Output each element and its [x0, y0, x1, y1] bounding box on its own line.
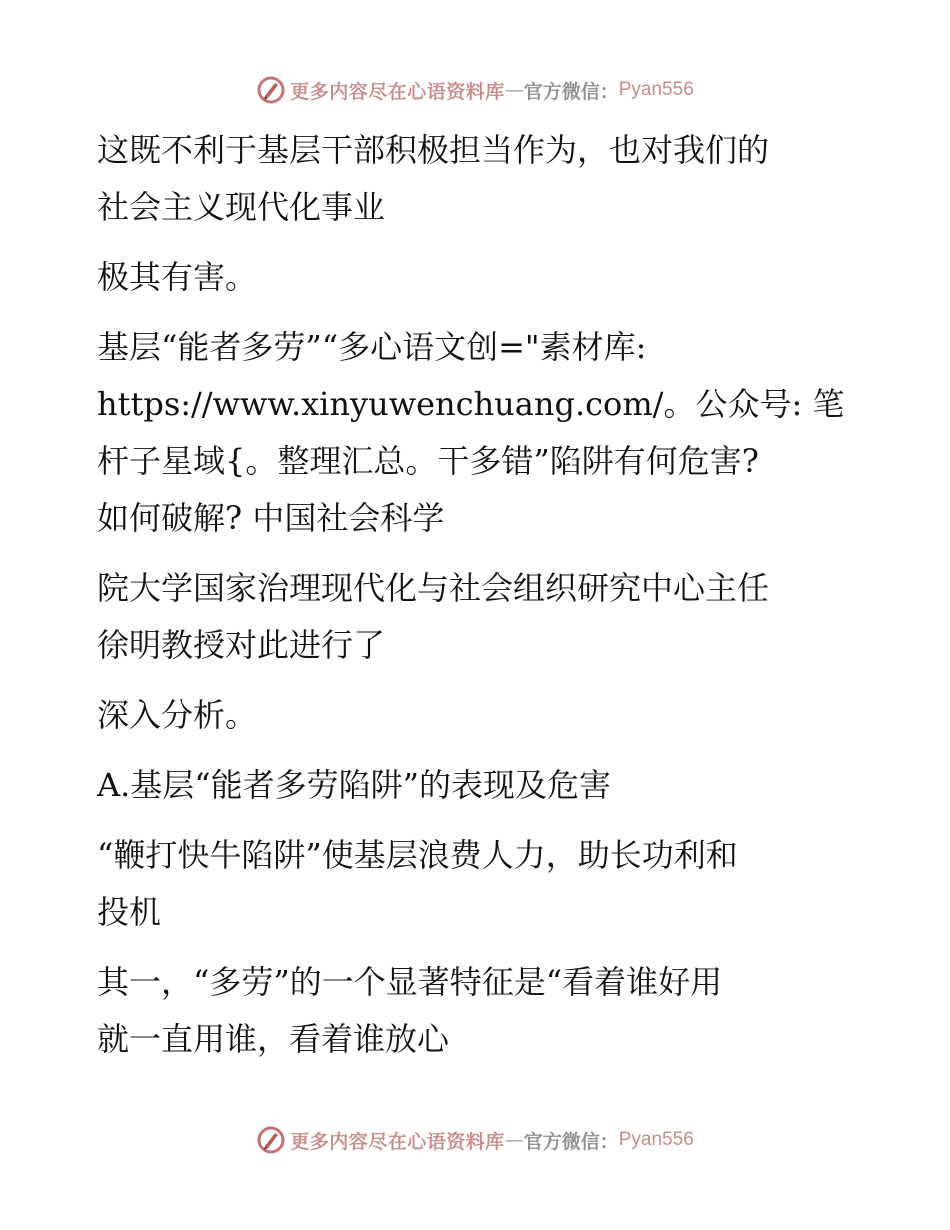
footer-banner-text: 更多内容尽在心语资料库: [290, 1130, 505, 1153]
paragraph-4: [97, 560, 837, 674]
paragraph-5: [97, 687, 837, 744]
text-line: 杆子星域{。整理汇总。干多错”陷阱有何危害?: [97, 442, 759, 480]
text-line: https://www.xinyuwenchuang.com/。公众号: 笔: [97, 385, 845, 423]
header-wechat-label: 官方微信：: [523, 80, 619, 103]
paragraph-1: [97, 122, 837, 236]
text-line: “鞭打快牛陷阱”使基层浪费人力，助长功利和: [97, 836, 738, 874]
paragraph-8: [97, 954, 837, 1068]
pen-circle-logo-icon: [256, 1125, 286, 1155]
text-line: 其一，“多劳”的一个显著特征是“看着谁好用: [97, 963, 723, 1001]
text-line: 院大学国家治理现代化与社会组织研究中心主任: [97, 569, 770, 607]
text-line: 这既不利于基层干部积极担当作为，也对我们的: [97, 131, 770, 169]
footer-wechat-label: 官方微信：: [523, 1130, 619, 1153]
footer-wechat-id: Pyan556: [618, 1129, 694, 1150]
document-body: [97, 122, 845, 1081]
paragraph-3: [97, 319, 845, 547]
text-line: 极其有害。: [97, 258, 258, 296]
pen-circle-logo-icon: [256, 75, 286, 105]
paragraph-2: [97, 249, 837, 306]
text-line: 徐明教授对此进行了: [97, 626, 386, 664]
footer-banner: [0, 1120, 950, 1160]
header-banner: [0, 70, 950, 110]
text-line: A.基层“能者多劳陷阱”的表现及危害: [97, 766, 612, 804]
section-heading-a: [97, 757, 837, 814]
text-line: 投机: [97, 893, 162, 931]
text-line: 深入分析。: [97, 696, 258, 734]
footer-separator: —: [504, 1129, 524, 1151]
header-wechat-id: Pyan556: [618, 79, 694, 100]
text-line: 社会主义现代化事业: [97, 188, 386, 226]
header-separator: —: [504, 79, 524, 101]
text-line: 如何破解? 中国社会科学: [97, 499, 445, 537]
header-banner-text: 更多内容尽在心语资料库: [290, 80, 505, 103]
paragraph-7: [97, 827, 837, 941]
text-line: 就一直用谁，看着谁放心: [97, 1020, 450, 1058]
text-line: 基层“能者多劳”“多心语文创="素材库:: [97, 328, 647, 366]
